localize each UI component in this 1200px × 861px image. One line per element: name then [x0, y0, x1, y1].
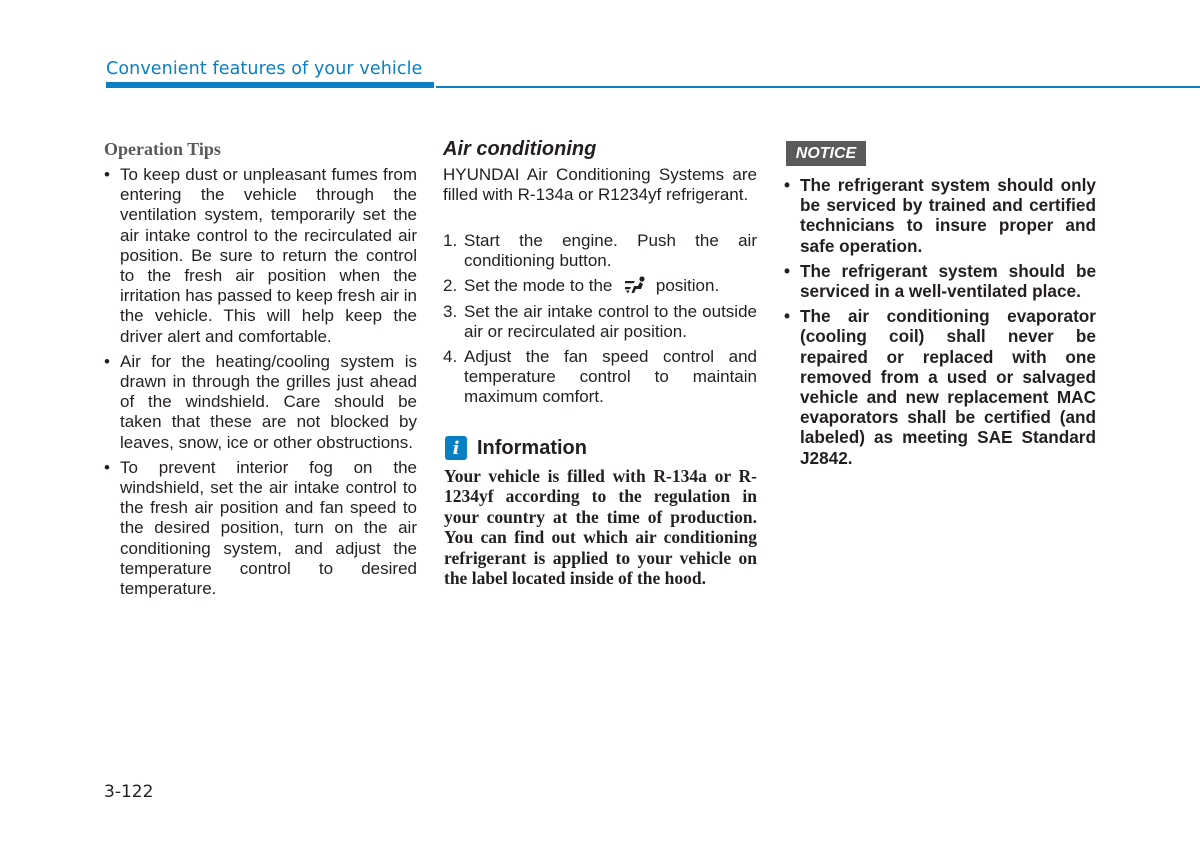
notice-text: The refrigerant system should be serviced in a well-ventilated place. [800, 260, 1096, 302]
operation-tips-heading: Operation Tips [104, 139, 221, 159]
step-number: 4. [443, 347, 458, 367]
step-text: Adjust the fan speed control and temperature control to maintain maximum comfort. [464, 347, 757, 407]
list-item [784, 261, 1096, 301]
step-item [443, 302, 757, 342]
list-item [784, 306, 1096, 468]
step-item [443, 276, 757, 296]
floor-mode-icon [623, 276, 647, 294]
section-header-title: Convenient features of your vehicle [106, 59, 423, 79]
list-item [784, 175, 1096, 256]
step-item [443, 231, 757, 271]
step-text: Set the air intake control to the outside air or recirculated air position. [464, 301, 757, 341]
notice-list [784, 175, 1096, 473]
operation-tips-list [104, 165, 417, 604]
bullet-icon: • [104, 351, 110, 371]
header-rule [436, 86, 1200, 88]
header-accent-bar [106, 82, 434, 88]
bullet-icon: • [784, 175, 791, 195]
bullet-text: Air for the heating/cooling system is drawn in through the grilles just ahead of the windshield. Care should be taken that these are not blocked by leaves, snow, ice or other obstructions. [120, 351, 417, 452]
page-number: 3-122 [104, 782, 154, 802]
bullet-icon: • [784, 260, 791, 281]
bullet-icon: • [104, 165, 110, 184]
step-number: 2. [443, 276, 458, 296]
step-text: Start the engine. Push the air conditioning button. [464, 231, 757, 271]
notice-text: The refrigerant system should only be serviced by trained and certified technicians to insure proper and safe operation. [800, 175, 1096, 256]
bullet-icon: • [104, 457, 110, 477]
information-title: Information [477, 436, 587, 459]
step-text: Set the mode to the [464, 276, 613, 296]
air-conditioning-heading: Air conditioning [443, 138, 597, 160]
step-number: 3. [443, 301, 458, 321]
step-number: 1. [443, 231, 458, 250]
bullet-text: To prevent interior fog on the windshield, set the air intake control to the fresh air position and fan speed to the desired position, turn on the air conditioning system, and adjust the temperature control to desired temperature. [120, 457, 417, 599]
air-conditioning-intro: HYUNDAI Air Conditioning Systems are filled with R-134a or R1234yf refrigerant. [443, 165, 757, 205]
air-conditioning-steps [443, 231, 757, 413]
notice-text: The air conditioning evaporator (cooling coil) shall never be repaired or replaced with one removed from a used or salvaged vehicle and new replacement MAC evaporators shall be certified (and labeled) as meeting SAE Standard J2842. [800, 306, 1096, 468]
list-item [104, 352, 417, 453]
bullet-icon: • [784, 306, 791, 327]
info-icon: i [445, 436, 467, 460]
step-item [443, 347, 757, 408]
information-header [445, 435, 587, 461]
notice-badge: NOTICE [786, 141, 866, 166]
bullet-text: To keep dust or unpleasant fumes from entering the vehicle through the ventilation system, temporarily set the air intake control to the recirculated air position. Be sure to return the control to the fresh air position when the irritation has passed to keep fresh air in the vehicle. This will help keep the driver alert and comfortable. [120, 165, 417, 346]
list-item [104, 165, 417, 347]
list-item [104, 458, 417, 599]
information-body: Your vehicle is filled with R-134a or R-1234yf according to the regulation in your country at the time of production. You can find out which air conditioning refrigerant is applied to your vehicle on the label located inside of the hood. [444, 466, 757, 589]
step-text: position. [655, 276, 720, 296]
